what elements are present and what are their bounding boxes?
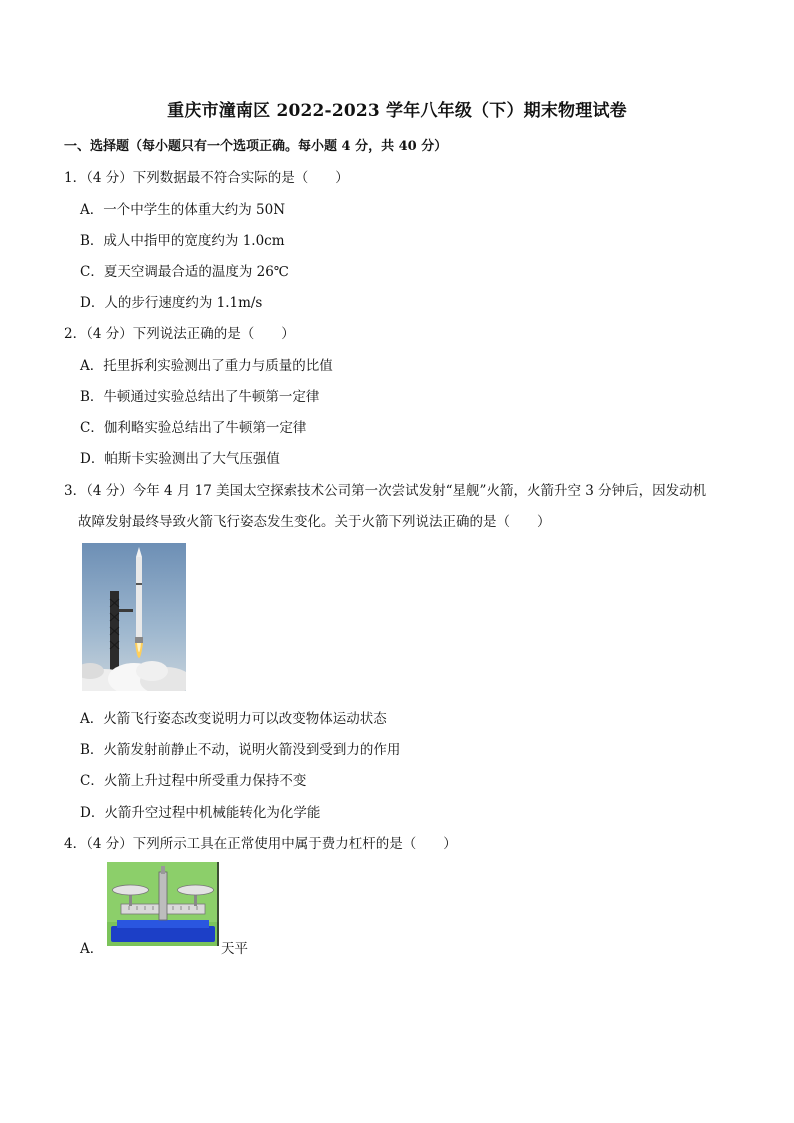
balance-scale-image	[107, 862, 219, 946]
question-3-option-c: C．火箭上升过程中所受重力保持不变	[80, 773, 307, 789]
question-2-stem: 2．（4 分）下列说法正确的是（ ）	[64, 326, 295, 342]
question-2-option-d: D．帕斯卡实验测出了大气压强值	[80, 451, 280, 467]
question-2-option-b: B．牛顿通过实验总结出了牛顿第一定律	[80, 389, 320, 405]
question-3-stem-line2: 故障发射最终导致火箭飞行姿态发生变化。关于火箭下列说法正确的是（ ）	[78, 514, 551, 530]
question-3-option-b: B．火箭发射前静止不动，说明火箭没到受到力的作用	[80, 742, 401, 758]
section-heading: 一、选择题（每小题只有一个选项正确。每小题 4 分，共 40 分）	[64, 139, 448, 154]
question-1-option-a: A．一个中学生的体重大约为 50N	[80, 202, 286, 218]
question-1-option-b: B．成人中指甲的宽度约为 1.0cm	[80, 233, 285, 249]
rocket-launch-image	[82, 543, 186, 691]
question-4-option-a-text: 天平	[221, 941, 248, 957]
question-1-option-d: D．人的步行速度约为 1.1m/s	[80, 295, 263, 311]
question-4-stem: 4．（4 分）下列所示工具在正常使用中属于费力杠杆的是（ ）	[64, 836, 457, 852]
question-2-option-a: A．托里拆利实验测出了重力与质量的比值	[80, 358, 333, 374]
question-4-option-a-label: A．	[80, 941, 104, 957]
question-1-option-c: C．夏天空调最合适的温度为 26℃	[80, 264, 289, 280]
exam-title: 重庆市潼南区 2022-2023 学年八年级（下）期末物理试卷	[167, 101, 627, 121]
question-3-option-d: D．火箭升空过程中机械能转化为化学能	[80, 805, 321, 821]
question-3-stem-line1: 3．（4 分）今年 4 月 17 美国太空探索技术公司第一次尝试发射“星舰”火箭，火箭升空 3 分钟后，因发动机	[64, 483, 707, 499]
question-2-option-c: C．伽利略实验总结出了牛顿第一定律	[80, 420, 307, 436]
question-3-option-a: A．火箭飞行姿态改变说明力可以改变物体运动状态	[80, 711, 387, 727]
question-1-stem: 1．（4 分）下列数据最不符合实际的是（ ）	[64, 170, 349, 186]
